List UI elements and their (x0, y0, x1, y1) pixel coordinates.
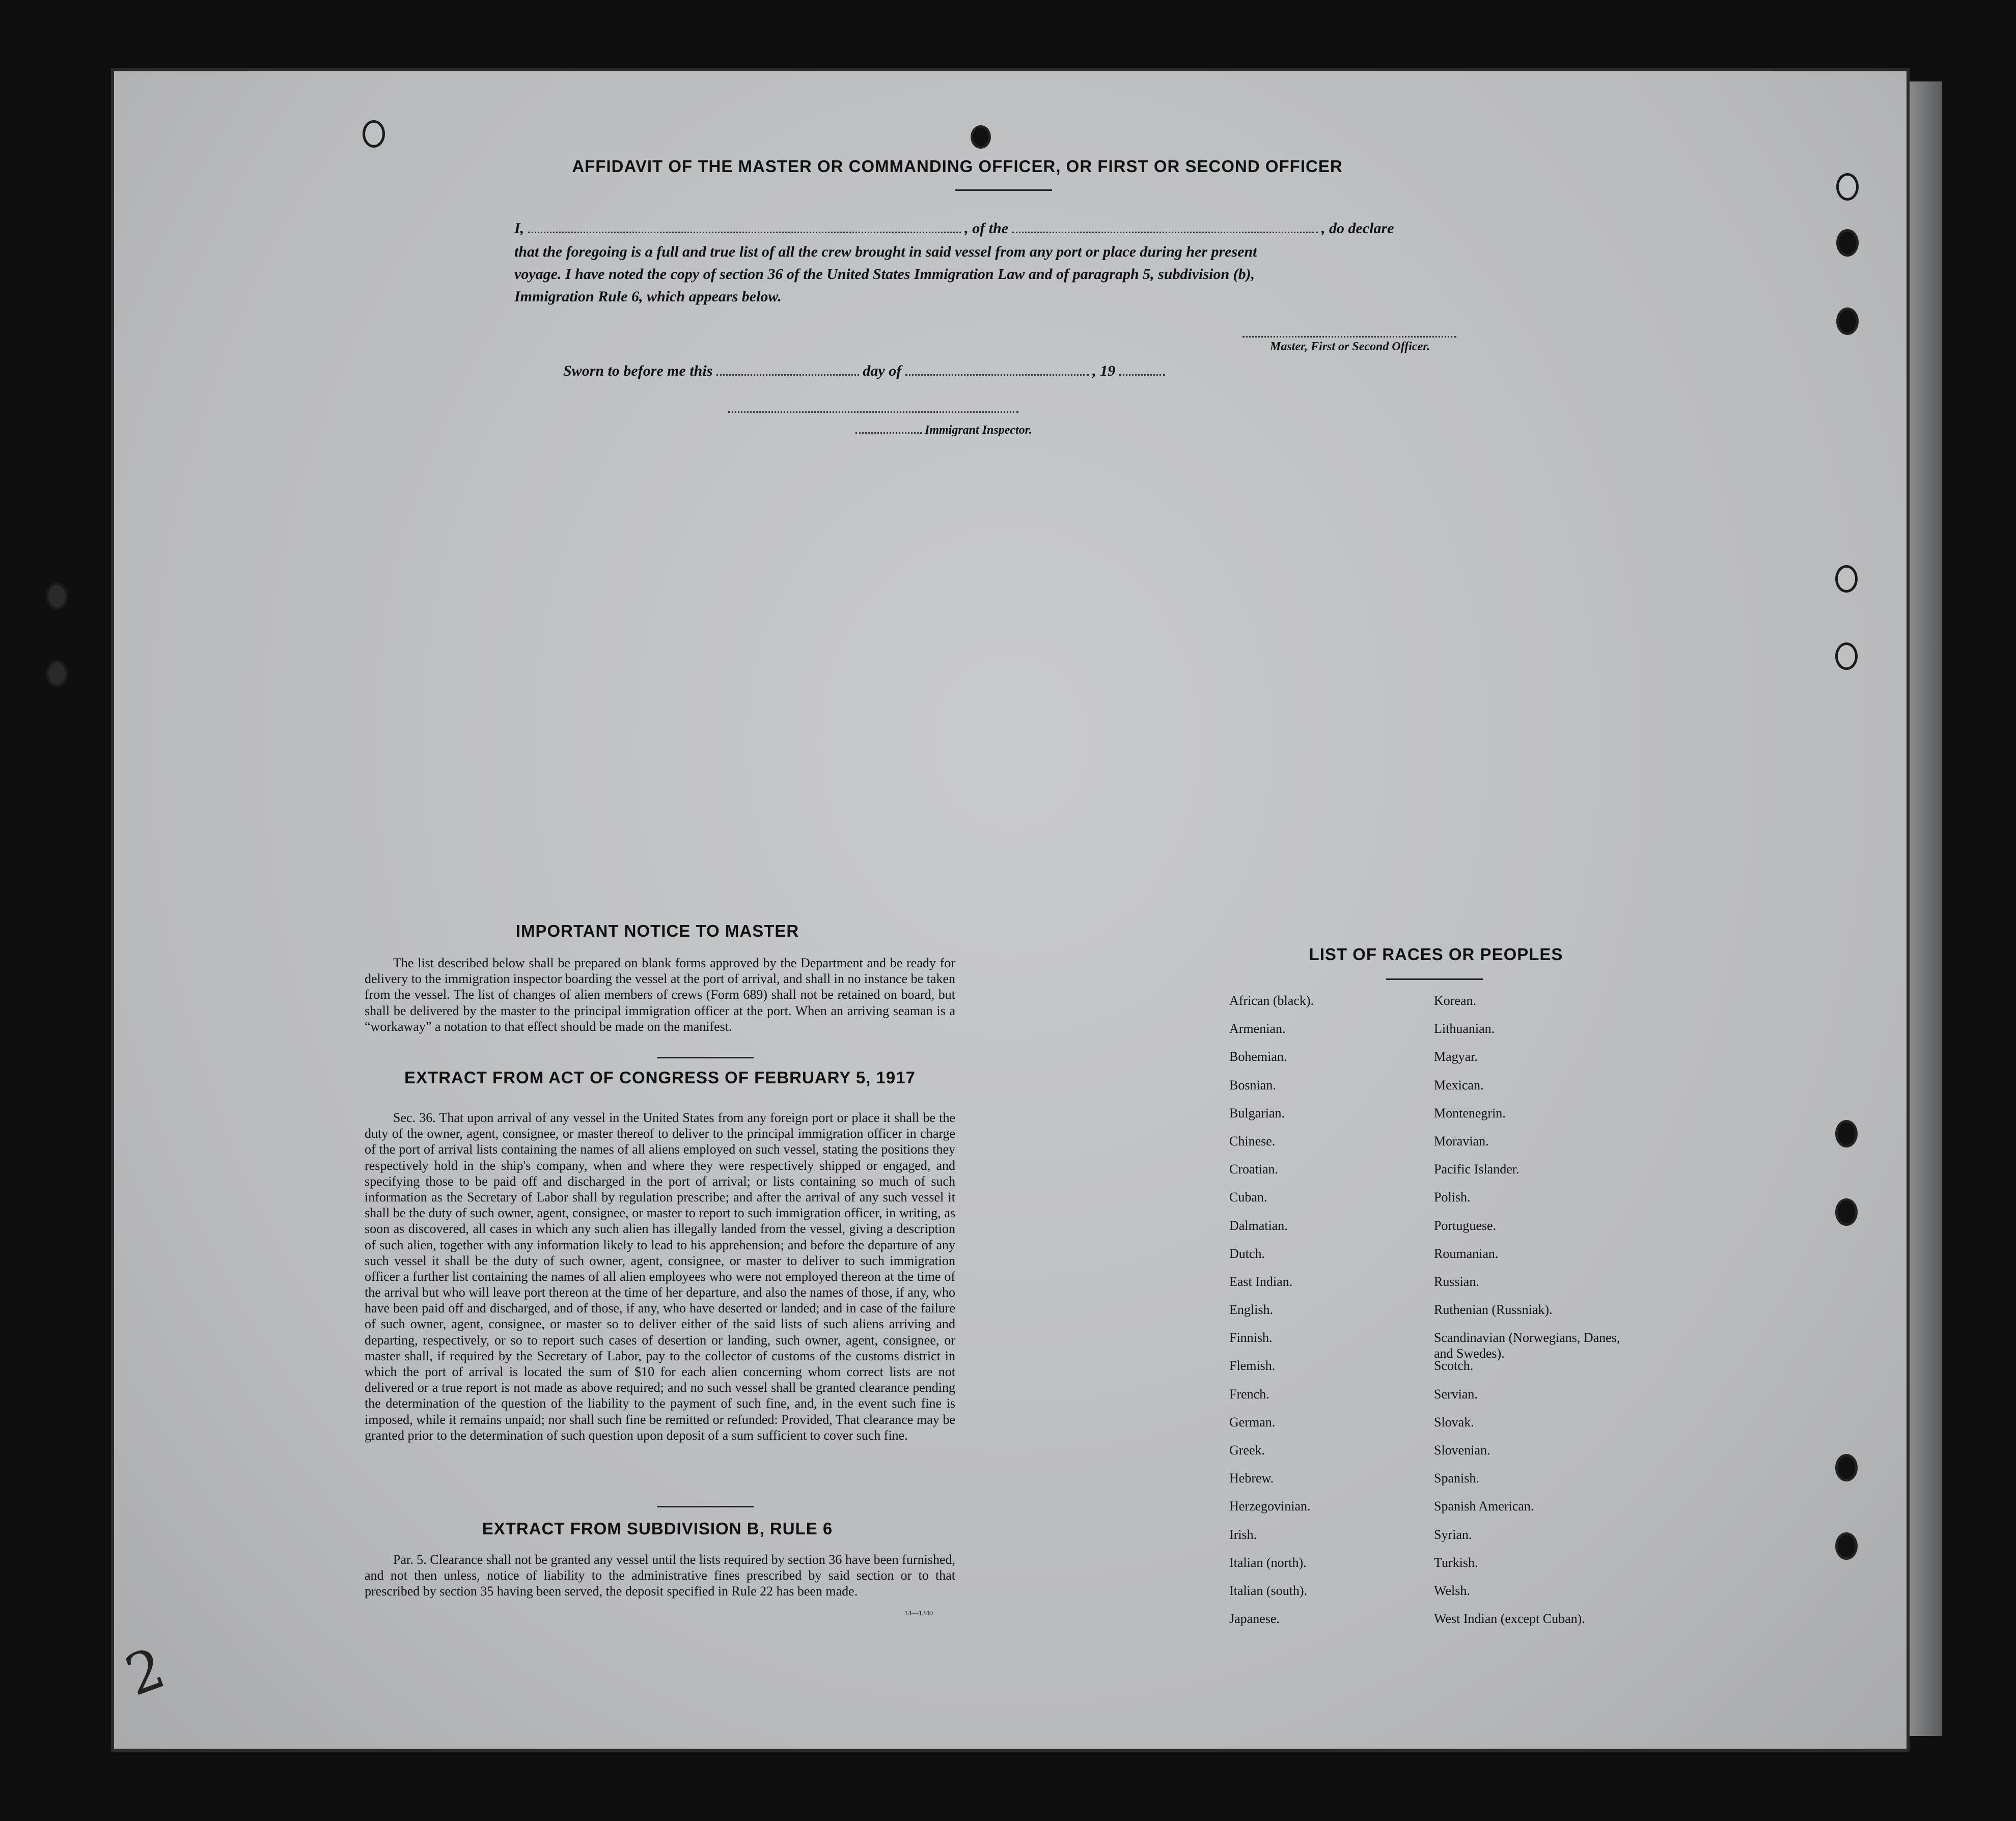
race-item: Flemish. (1229, 1358, 1276, 1374)
race-item: Spanish American. (1434, 1499, 1534, 1514)
master-signature-line[interactable] (1242, 336, 1456, 338)
notice-text: The list described below shall be prepared on blank forms approved by the Department and be ready for delivery to the immigration inspector boarding the vessel at the port of arrival, and shall in no instance be taken from the vessel. The list of changes of alien members of crews (Form 689) shall not be retained on board, but shall be delivered by the master to the principal immigration officer at the port. When an arriving seaman is a “workaway” a notation to that effect should be made on the manifest. (365, 956, 955, 1034)
race-item: Italian (north). (1229, 1555, 1307, 1570)
race-item: Spanish. (1434, 1471, 1479, 1486)
races-left-column (1229, 993, 1423, 1639)
year-label: , 19 (1092, 362, 1116, 379)
race-item: Greek. (1229, 1443, 1265, 1458)
race-item: Russian. (1434, 1274, 1479, 1289)
race-item: Italian (south). (1229, 1583, 1308, 1598)
declaration-line-1 (514, 220, 1394, 237)
race-item: Japanese. (1229, 1611, 1280, 1627)
rule-extract-title: EXTRACT FROM SUBDIVISION B, RULE 6 (482, 1519, 833, 1538)
of-the-label: , of the (964, 220, 1009, 237)
punch-hole (1835, 565, 1858, 593)
inspector-line (855, 424, 1032, 437)
inspector-label: Immigrant Inspector. (925, 424, 1032, 437)
act-extract-title: EXTRACT FROM ACT OF CONGRESS OF FEBRUARY 5, 1917 (404, 1068, 916, 1087)
race-item: English. (1229, 1302, 1273, 1318)
section-rule (657, 1506, 754, 1507)
races-right-column (1434, 993, 1638, 1639)
race-item: African (black). (1229, 993, 1314, 1008)
sworn-line (563, 362, 1165, 380)
race-item: Welsh. (1434, 1583, 1470, 1598)
races-rule (1386, 978, 1483, 980)
declarant-prefix: I, (514, 220, 524, 237)
race-item: Hebrew. (1229, 1471, 1274, 1486)
notice-title: IMPORTANT NOTICE TO MASTER (515, 921, 799, 940)
race-item: Montenegrin. (1434, 1105, 1506, 1120)
race-item: Bosnian. (1229, 1077, 1276, 1092)
punch-hole (1835, 1198, 1858, 1226)
race-item: Magyar. (1434, 1049, 1478, 1064)
punch-hole (1836, 173, 1859, 201)
race-item: Scandinavian (Norwegians, Danes, and Swedes). (1434, 1330, 1620, 1361)
race-item: Finnish. (1229, 1330, 1273, 1346)
act-extract-text: Sec. 36. That upon arrival of any vessel in the United States from any foreign port or place it shall be the duty of the owner, agent, consignee, or master thereof to deliver to the principal immigration officer in charge of the port of arrival lists containing the names of all aliens employed on such vessel, stating the positions they respectively hold in the ship's company, when and where they were respectively shipped or engaged, and specifying those to be paid off and discharged in the port of arrival; or lists containing so much of such information as the Secretary of Labor shall by regulation prescribe; and after the arrival of any such vessel it shall be the duty of such owner, agent, consignee, or master to report to such immigration officer, in writing, as soon as discovered, all cases in which any such alien has illegally landed from the vessel, giving a description of such alien, together with any information likely to lead to his apprehension; and before the departure of any such vessel it shall be the duty of such owner, agent, consignee, or master to deliver to such immigration officer a further list containing the names of all alien employees who were not employed thereon at the time of the arrival but who will leave port thereon at the time of her departure, and also the names of those, if any, who have been paid off and discharged, and of those, if any, who have deserted or landed; and in case of the failure of such owner, agent, consignee, or master so to deliver either of the said lists of such aliens arriving and departing, respectively, or so to report such cases of desertion or landing, such owner, agent, consignee, or master shall, if required by the Secretary of Labor, pay to the collector of customs of the customs district in which the port of arrival is located the sum of $10 for each alien concerning whom correct lists are not delivered or a true report is not made as above required; and no such vessel shall be granted clearance pending the determination of the question of the liability to the payment of such fine, and, in the event such fine is imposed, while it remains unpaid; nor shall such fine be remitted or refunded: Provided, That clearance may be granted prior to the determination of such question upon deposit of a sum sufficient to cover such fine. (365, 1110, 955, 1443)
sworn-month-field[interactable] (905, 374, 1089, 376)
vessel-name-field[interactable] (1012, 232, 1318, 233)
race-item: Portuguese. (1434, 1218, 1497, 1233)
race-item: Herzegovinian. (1229, 1499, 1311, 1514)
sworn-day-field[interactable] (716, 374, 859, 376)
punch-hole (363, 120, 385, 148)
race-item: Bohemian. (1229, 1049, 1287, 1064)
race-item: Servian. (1434, 1386, 1478, 1402)
race-item: Pacific Islander. (1434, 1162, 1520, 1177)
section-rule (657, 1057, 754, 1058)
race-item: Croatian. (1229, 1162, 1279, 1177)
punch-hole (971, 125, 991, 149)
race-item: Dutch. (1229, 1246, 1265, 1261)
inspector-dots (855, 432, 922, 434)
affidavit-title: AFFIDAVIT OF THE MASTER OR COMMANDING OFFICER, OR FIRST OR SECOND OFFICER (572, 157, 1343, 176)
race-item: Bulgarian. (1229, 1105, 1285, 1120)
race-item: Irish. (1229, 1527, 1257, 1542)
punch-hole (1835, 1120, 1858, 1147)
page-edge-stack (1907, 81, 1942, 1736)
race-item: Armenian. (1229, 1021, 1286, 1036)
race-item: German. (1229, 1414, 1276, 1430)
race-item: Chinese. (1229, 1133, 1276, 1148)
declaration-line-4: Immigration Rule 6, which appears below. (514, 288, 782, 305)
punch-hole (46, 582, 68, 610)
sworn-year-field[interactable] (1119, 374, 1165, 376)
title-rule (955, 189, 1052, 191)
race-item: Slovenian. (1434, 1443, 1490, 1458)
race-item: Slovak. (1434, 1414, 1474, 1430)
sworn-label: Sworn to before me this (563, 362, 713, 379)
race-item: West Indian (except Cuban). (1434, 1611, 1585, 1627)
punch-hole (1835, 642, 1858, 670)
punch-hole (1836, 229, 1859, 257)
day-of-label: day of (863, 362, 902, 379)
declaration-line-3: voyage. I have noted the copy of section 36 of the United States Immigration Law and of paragraph 5, subdivision (b), (514, 266, 1255, 283)
handwritten-page-mark: 2 (117, 1635, 173, 1709)
form-page (114, 71, 1907, 1749)
race-item: Moravian. (1434, 1133, 1489, 1148)
punch-hole (46, 660, 68, 687)
declarant-name-field[interactable] (528, 232, 961, 233)
race-item: French. (1229, 1386, 1269, 1402)
race-item: Syrian. (1434, 1527, 1472, 1542)
race-item: Cuban. (1229, 1190, 1267, 1205)
race-item: Turkish. (1434, 1555, 1478, 1570)
race-item: Polish. (1434, 1190, 1471, 1205)
race-item: Mexican. (1434, 1077, 1484, 1092)
rule-extract-text: Par. 5. Clearance shall not be granted any vessel until the lists required by section 36 have been furnished, and not then unless, notice of liability to the administrative fines prescribed by said section or to that prescribed by section 35 having been served, the deposit specified in Rule 22 has been made. (365, 1552, 955, 1599)
declare-label: , do declare (1321, 220, 1394, 237)
master-signature-label: Master, First or Second Officer. (1270, 340, 1430, 353)
inspector-signature-line[interactable] (728, 411, 1018, 413)
form-number: 14—1340 (904, 1610, 933, 1617)
punch-hole (1835, 1532, 1858, 1560)
races-title: LIST OF RACES OR PEOPLES (1309, 945, 1563, 964)
declaration-line-2: that the foregoing is a full and true list of all the crew brought in said vessel from any port or place during her present (514, 243, 1257, 260)
race-item: Korean. (1434, 993, 1477, 1008)
race-item: East Indian. (1229, 1274, 1293, 1289)
punch-hole (1836, 307, 1859, 335)
race-item: Scotch. (1434, 1358, 1474, 1374)
race-item: Roumanian. (1434, 1246, 1499, 1261)
race-item: Ruthenian (Russniak). (1434, 1302, 1553, 1318)
race-item: Dalmatian. (1229, 1218, 1288, 1233)
punch-hole (1835, 1454, 1858, 1481)
race-item: Lithuanian. (1434, 1021, 1495, 1036)
